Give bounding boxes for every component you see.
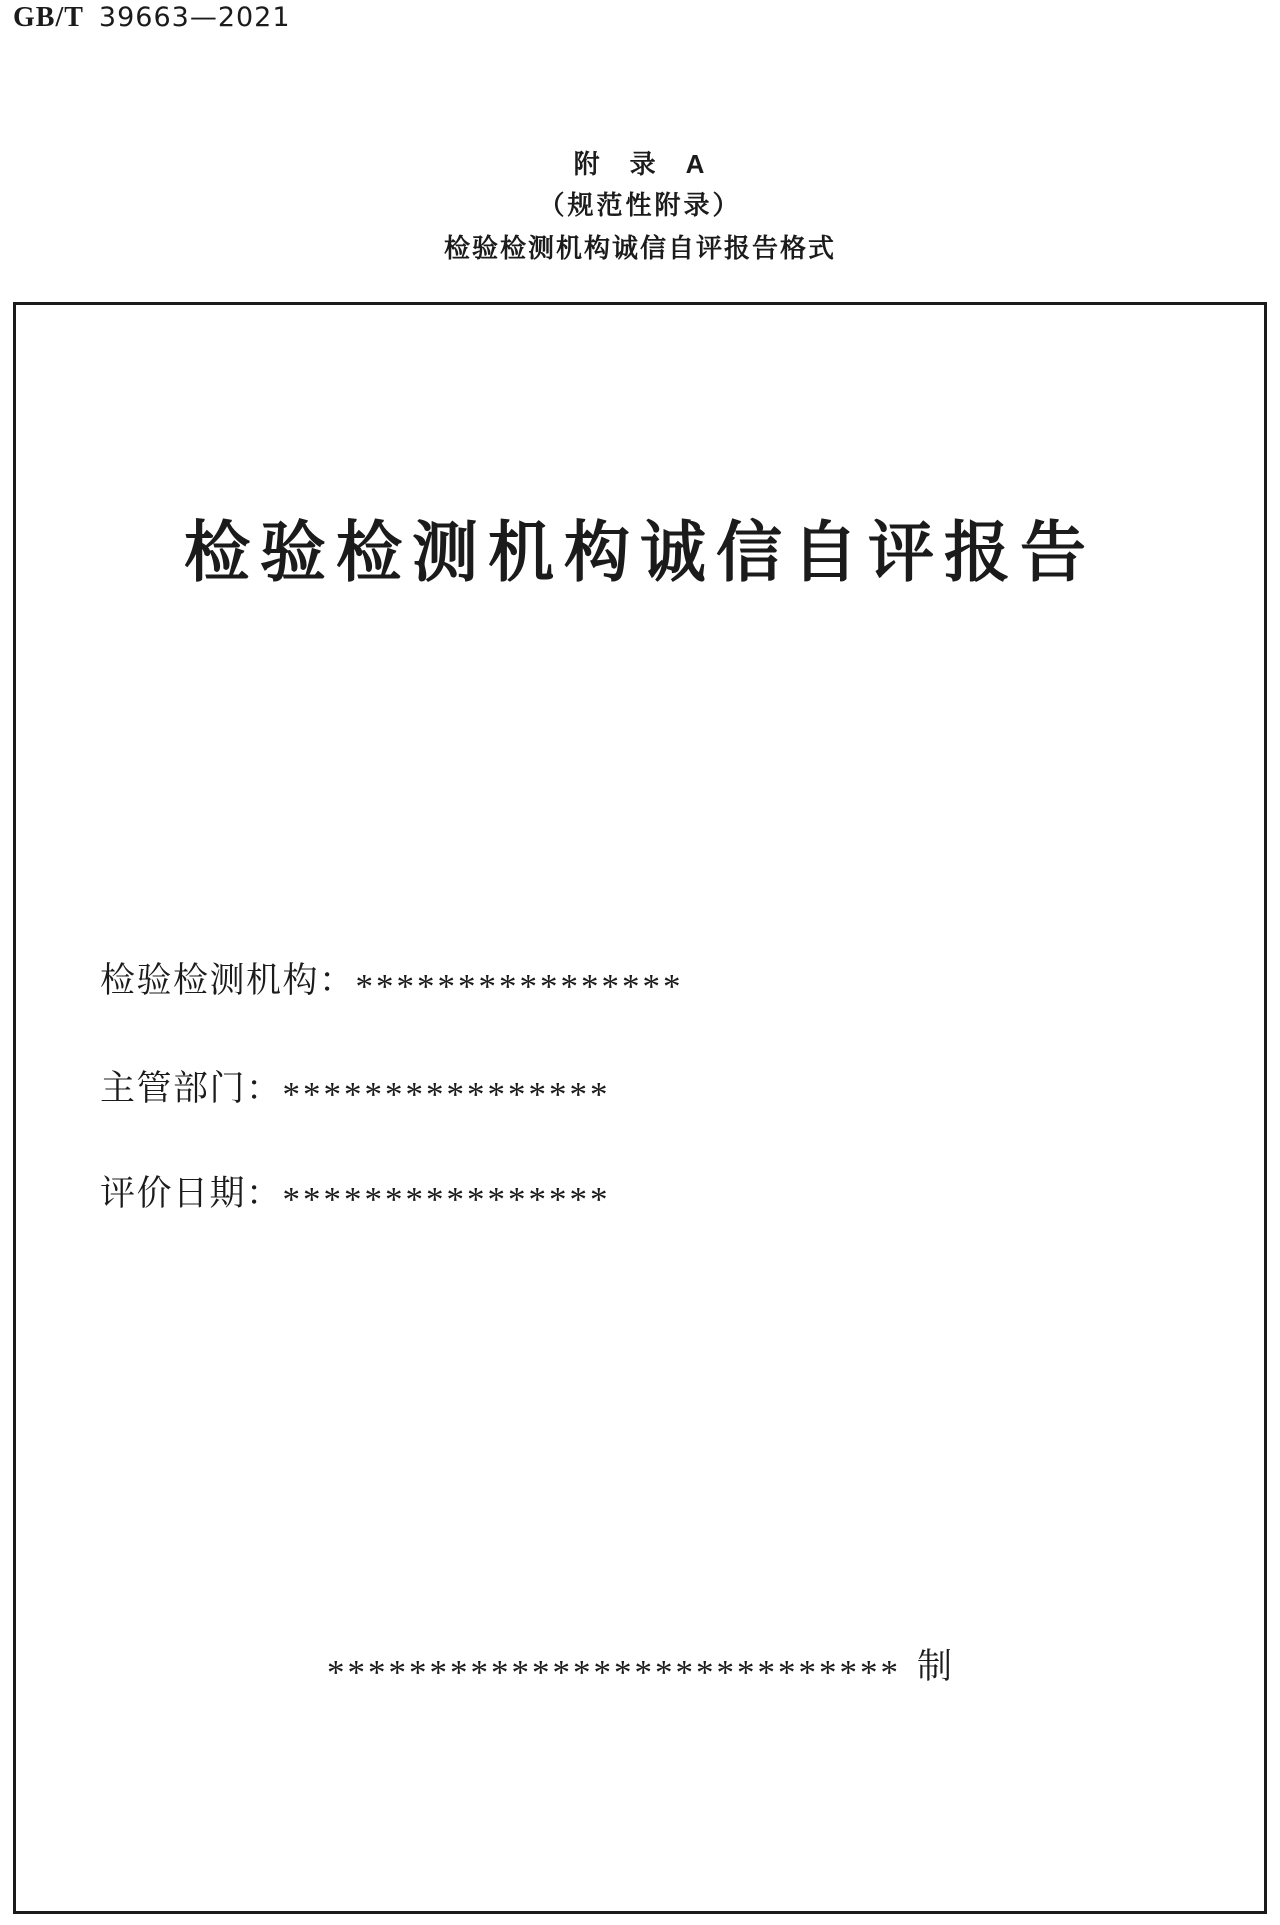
standard-number-digits: 39663—2021 — [98, 2, 291, 33]
field-institution — [100, 961, 684, 1006]
prepared-by-suffix: 制 — [916, 1647, 953, 1686]
standard-number-prefix: GB/T — [13, 2, 84, 33]
appendix-subtitle: （规范性附录） — [538, 190, 742, 220]
field-eval-date-value: **************** — [282, 1179, 611, 1219]
field-institution-label: 检验检测机构： — [100, 961, 356, 1000]
field-eval-date — [100, 1174, 611, 1219]
appendix-caption: 检验检测机构诚信自评报告格式 — [443, 233, 836, 263]
field-department — [100, 1069, 611, 1114]
field-institution-value: **************** — [355, 966, 684, 1006]
prepared-by-stars: **************************** — [326, 1652, 901, 1692]
cover-title: 检验检测机构诚信自评报告 — [184, 515, 1096, 589]
field-department-value: **************** — [282, 1074, 611, 1114]
appendix-title: 附 录 A — [573, 149, 707, 179]
standard-number — [13, 2, 291, 34]
field-department-label: 主管部门： — [100, 1069, 283, 1108]
field-eval-date-label: 评价日期： — [100, 1174, 283, 1213]
prepared-by-line — [0, 1647, 1280, 1692]
